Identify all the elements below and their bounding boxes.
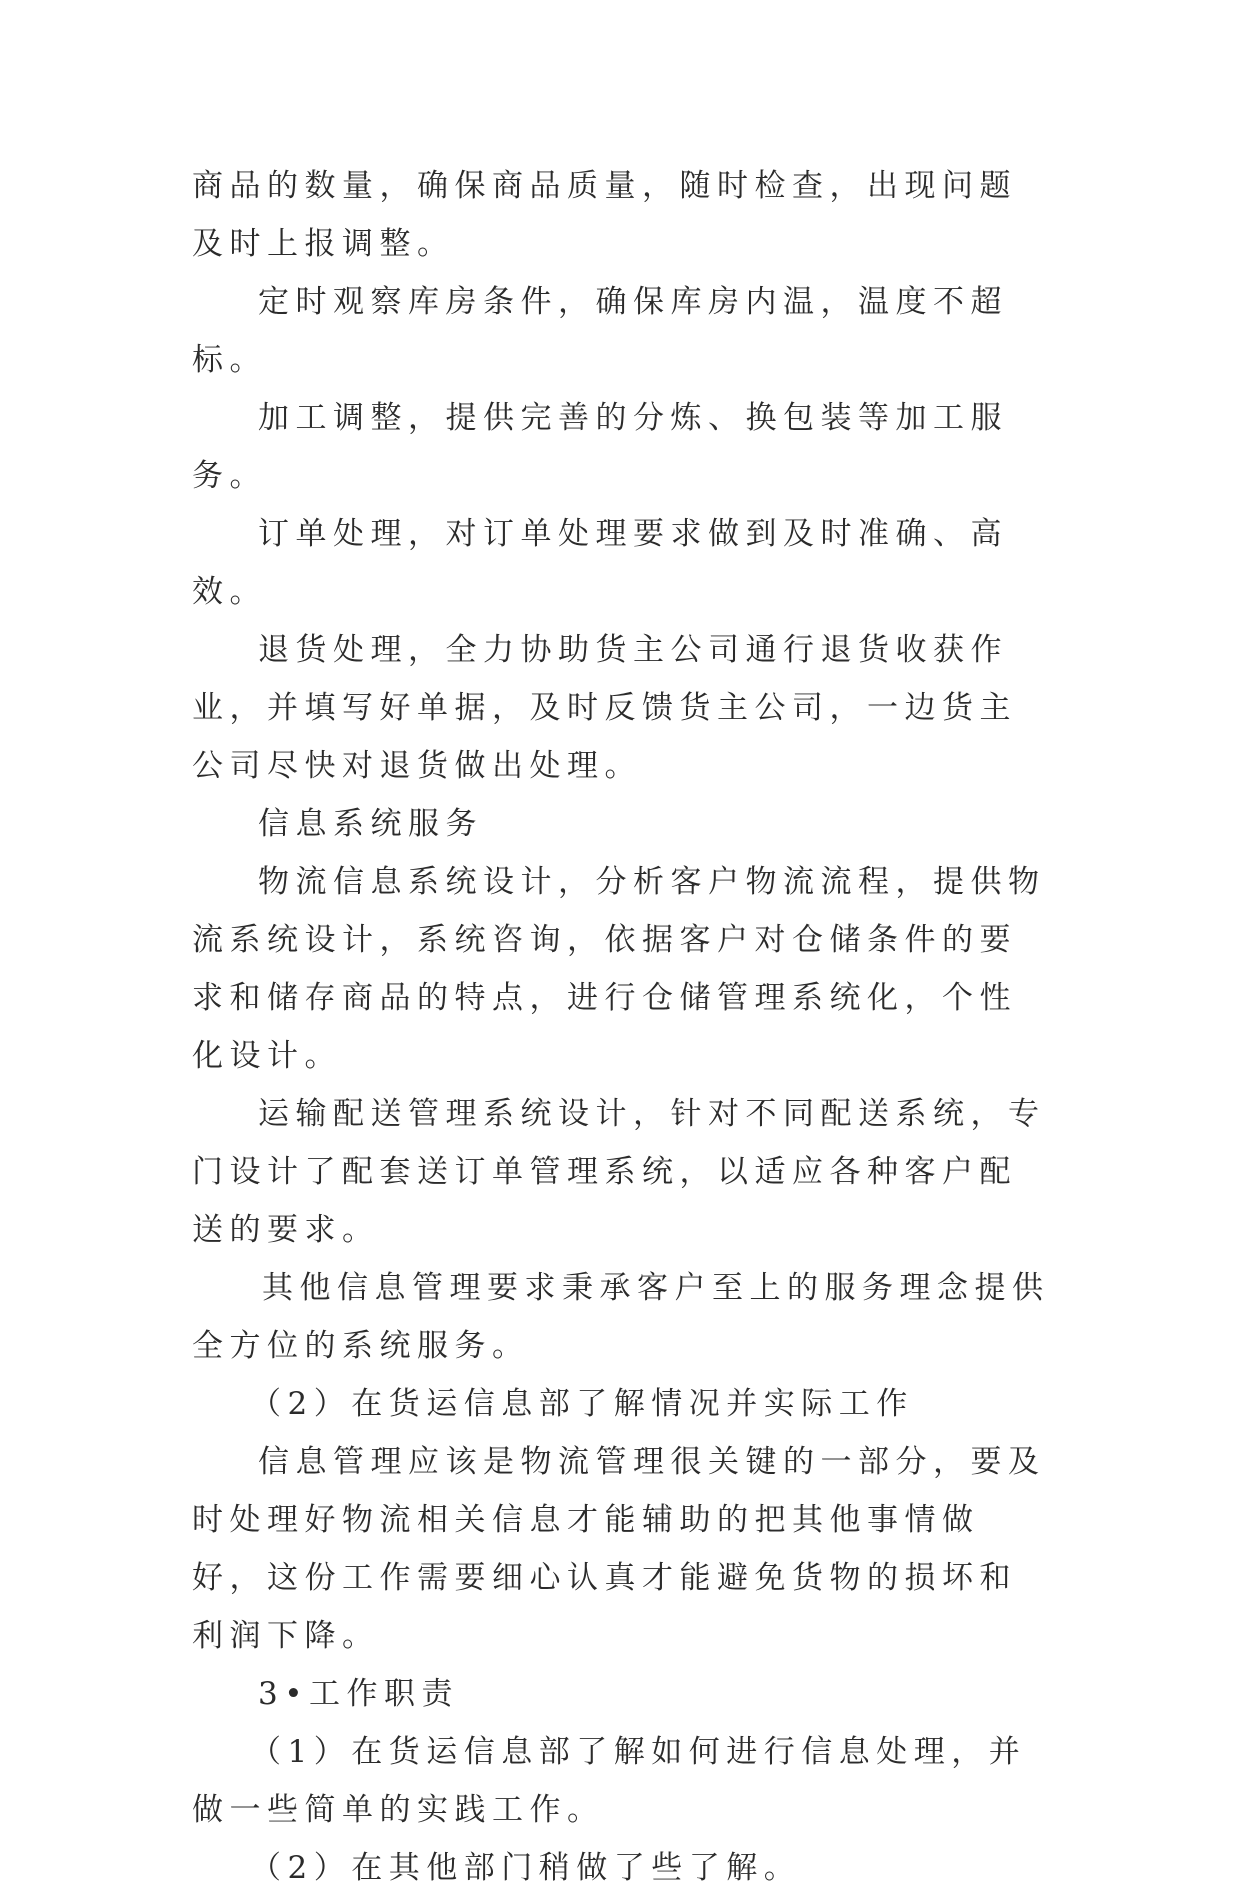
numbered-heading: （2）在货运信息部了解情况并实际工作 — [250, 1386, 914, 1422]
section-heading: 信息系统服务 — [258, 806, 483, 842]
section-heading: 3•工作职责 — [258, 1676, 460, 1712]
paragraph: 加工调整，提供完善的分炼、换包装等加工服务。 — [192, 400, 1008, 494]
paragraph-continuation: 商品的数量，确保商品质量，随时检查，出现问题及时上报调整。 — [192, 168, 1017, 262]
paragraph: 订单处理，对订单处理要求做到及时准确、高效。 — [192, 516, 1008, 610]
paragraph: 其他信息管理要求秉承客户至上的服务理念提供全方位的系统服务。 — [192, 1270, 1050, 1364]
paragraph: 运输配送管理系统设计，针对不同配送系统，专门设计了配套送订单管理系统，以适应各种客户配送的要求。 — [192, 1096, 1046, 1248]
paragraph: 定时观察库房条件，确保库房内温，温度不超标。 — [192, 284, 1008, 378]
document-body — [192, 157, 1052, 1897]
paragraph: 物流信息系统设计，分析客户物流流程，提供物流系统设计，系统咨询，依据客户对仓储条件的要求和储存商品的特点，进行仓储管理系统化，个性化设计。 — [192, 864, 1046, 1074]
paragraph: 退货处理，全力协助货主公司通行退货收获作业，并填写好单据，及时反馈货主公司，一边货主公司尽快对退货做出处理。 — [192, 632, 1017, 784]
numbered-item: （1）在货运信息部了解如何进行信息处理，并做一些简单的实践工作。 — [192, 1734, 1027, 1828]
numbered-item: （2）在其他部门稍做了些了解。 — [250, 1850, 802, 1886]
paragraph: 信息管理应该是物流管理很关键的一部分，要及时处理好物流相关信息才能辅助的把其他事情做好，这份工作需要细心认真才能避免货物的损坏和利润下降。 — [192, 1444, 1046, 1654]
